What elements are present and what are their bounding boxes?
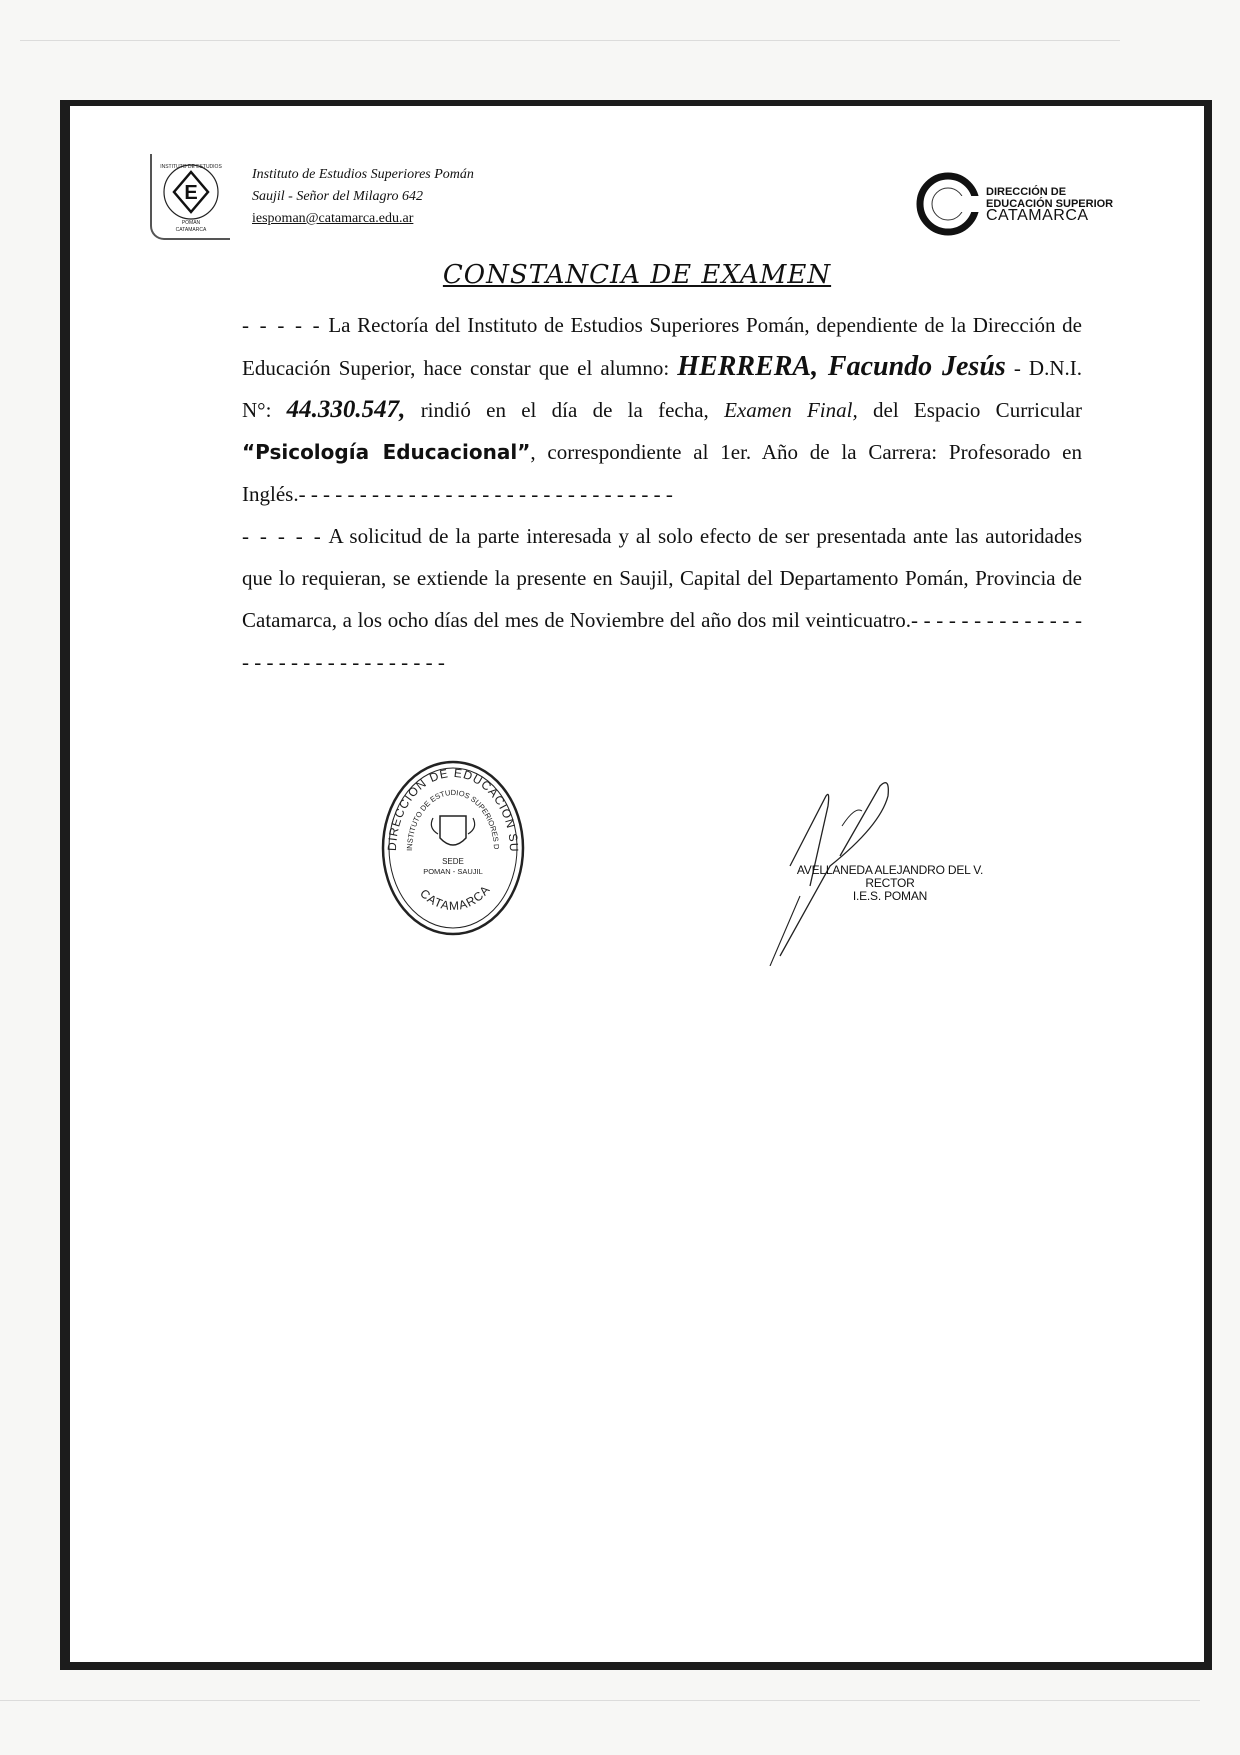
official-seal [378,756,528,941]
institute-email: iespoman@catamarca.edu.ar [252,211,414,226]
exam-type: Examen Final, [724,398,858,422]
svg-text:CATAMARCA: CATAMARCA [175,227,207,233]
direccion-line-2: EDUCACIÓN SUPERIOR [986,198,1114,210]
direccion-logo-text [986,186,1113,222]
text-segment: La Rectoría del Instituto de Estudios Superiores Pomán, dependiente de la Dirección de Educación Superior, hace constar que el alumno: [242,313,1082,380]
institute-header [150,154,474,240]
document-title: CONSTANCIA DE EXAMEN [442,260,832,290]
institute-address: Saujil - Señor del Milagro 642 [252,189,423,204]
direccion-line-3: CATAMARCA [986,207,1089,224]
signer-institution: I.E.S. POMAN [852,889,928,903]
paragraph-2 [242,515,1082,683]
svg-text:SEDE: SEDE [442,857,464,866]
direccion-logo-icon [916,172,980,236]
seal-stamp-icon [378,756,528,936]
student-dni: 44.330.547, [286,396,406,423]
text-segment: - D.N.I. N°: [242,356,1083,422]
svg-text:E: E [184,182,198,204]
document-body [242,304,1082,683]
subject-name: “Psicología Educacional” [242,440,531,464]
scan-noise [0,1700,1200,1701]
institute-logo-icon [156,158,226,234]
svg-text:DIRECCION DE EDUCACION SUPERIO: DIRECCION DE EDUCACION SU [384,765,522,853]
institute-info [252,164,474,230]
signature-block [750,864,1030,903]
svg-text:INSTITUTO DE ESTUDIOS: INSTITUTO DE ESTUDIOS [160,164,222,170]
signer-role: RECTOR [865,876,915,890]
dash-leader: - - - - - [242,524,323,548]
signer-name: AVELLANEDA ALEJANDRO DEL V. [796,863,984,877]
text-segment: rindió en el día de la fecha, [405,398,725,422]
direccion-line-1: DIRECCIÓN DE [986,186,1067,198]
text-segment: A solicitud de la parte interesada y al solo efecto de ser presentada ante las autoridades que lo requieran, se extiende la presente en Saujil, Capital del Departamento Pomán, Provincia de Catamarca, a los ocho días del mes de Noviembre del año dos mil veinticuatro.- - - - - - - - - - - - - - - - - - - - - - - - - - - - - - - [242,524,1083,674]
svg-text:POMAN - SAUJIL: POMAN - SAUJIL [423,867,483,876]
svg-text:CATAMARCA: CATAMARCA [417,882,494,914]
institute-logo [150,154,230,240]
svg-text:INSTITUTO DE ESTUDIOS SUPERIOR: INSTITUTO DE ESTUDIOS SUPERIORES D [404,787,502,852]
dash-leader: - - - - - [242,313,322,337]
text-segment: del Espacio Curricular [857,398,1082,422]
document-frame [60,100,1212,1670]
paragraph-1 [242,304,1082,515]
student-name: HERRERA, Facundo Jesús [677,351,1006,382]
text-segment: , correspondiente al 1er. Año de la Carrera: Profesorado en Inglés.- - - - - - - - - - - - - - - - - - - - - - - - - - - - - - - [242,440,1082,506]
svg-text:POMAN: POMAN [181,220,201,226]
institute-name: Instituto de Estudios Superiores Pomán [252,167,474,182]
direccion-header [916,172,1113,236]
scan-noise [20,40,1120,41]
